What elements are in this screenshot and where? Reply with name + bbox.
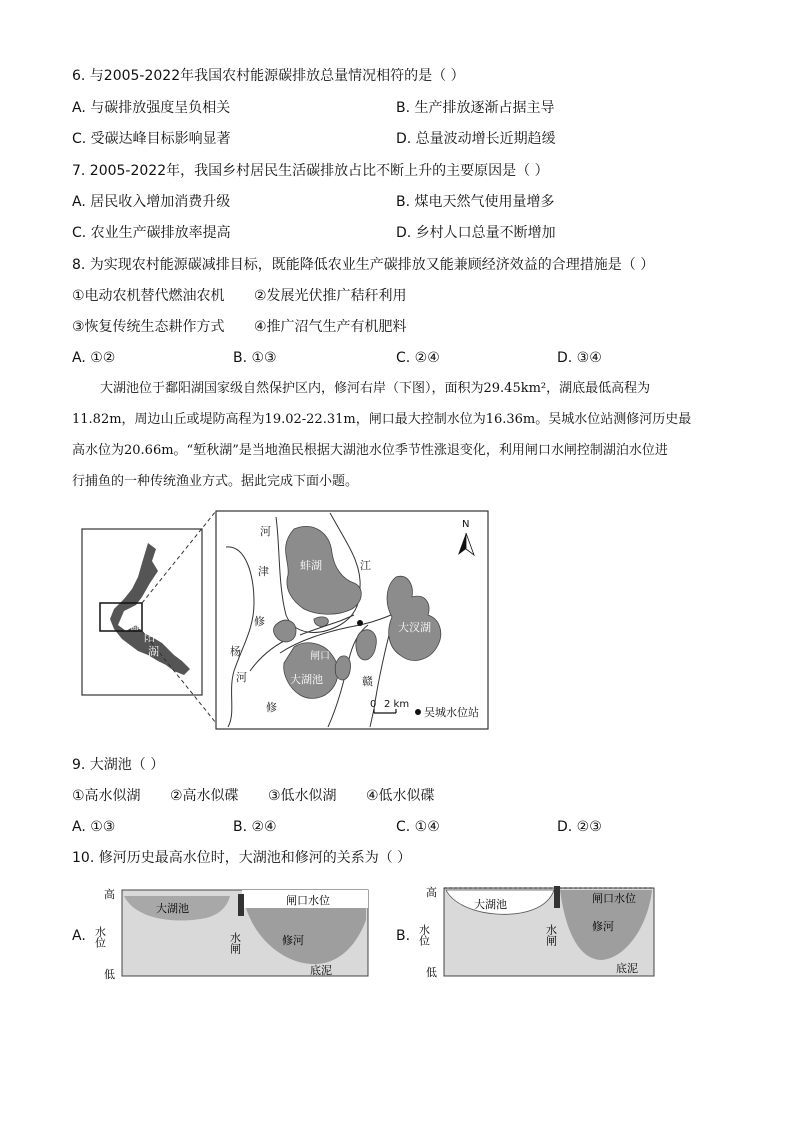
q9-item-2: ②高水似碟 <box>170 788 239 804</box>
q7-option-d: D. 乡村人口总量不断增加 <box>396 225 556 241</box>
q6-stem: 6. 与2005-2022年我国农村能源碳排放总量情况相符的是（ ） <box>72 68 465 84</box>
label-he-2: 河 <box>236 671 247 684</box>
label-xiu-2: 修 <box>266 701 277 714</box>
diagram-b-sluice: 水闸 <box>544 924 558 946</box>
q8-item-1: ①电动农机替代燃油农机 <box>72 288 225 304</box>
q10-option-b-label: B. <box>396 928 411 944</box>
q8-item-2: ②发展光伏推广秸秆利用 <box>254 288 407 304</box>
q9-stem: 9. 大湖池（ ） <box>72 757 165 773</box>
label-jin: 津 <box>258 565 269 578</box>
q9-item-4: ④低水似碟 <box>366 788 435 804</box>
scale-zero-label: 0 <box>370 699 377 710</box>
station-marker <box>357 620 363 626</box>
diagram-a-zhakou: 闸口水位 <box>286 894 330 907</box>
q8-option-d: D. ③④ <box>557 350 602 366</box>
inset-label-hu: 湖 <box>148 645 159 658</box>
passage-line-1: 大湖池位于鄱阳湖国家级自然保护区内，修河右岸（下图），面积为29.45km²，湖底最低高程为 <box>100 381 651 396</box>
diagram-b-high: 高 <box>426 886 437 899</box>
label-jiang: 江 <box>360 559 371 572</box>
legend-station-dot <box>415 709 421 715</box>
q10-diagram-b <box>417 880 660 980</box>
diagram-a-mud: 底泥 <box>310 964 332 977</box>
diagram-b-zhakou: 闸口水位 <box>592 892 636 905</box>
passage-line-3: 高水位为20.66m。“堑秋湖”是当地渔民根据大湖池水位季节性涨退变化，利用闸口水闸控制湖泊水位进 <box>72 443 668 458</box>
q8-item-3: ③恢复传统生态耕作方式 <box>72 319 225 335</box>
q9-item-3: ③低水似湖 <box>268 788 337 804</box>
diagram-a-sluice: 水闸 <box>228 932 242 954</box>
q7-option-b: B. 煤电天然气使用量增多 <box>396 194 555 210</box>
diagram-b-sluice-gate <box>554 886 560 908</box>
q9-item-1: ①高水似湖 <box>72 788 141 804</box>
lake-map-figure <box>78 505 498 735</box>
passage-line-2: 11.82m，周边山丘或堤防高程为19.02-22.31m，闸口最大控制水位为16.36m。吴城水位站测修河历史最 <box>72 412 692 427</box>
diagram-b-mud: 底泥 <box>616 962 638 975</box>
q9-option-a: A. ①③ <box>72 819 116 835</box>
label-bang-lake: 蚌湖 <box>300 559 322 572</box>
label-he: 河 <box>260 525 271 538</box>
q7-option-c: C. 农业生产碳排放率提高 <box>72 225 231 241</box>
q8-option-b: B. ①③ <box>233 350 277 366</box>
label-gan: 赣 <box>362 675 373 688</box>
q9-option-c: C. ①④ <box>396 819 440 835</box>
inset-label-yang: 阳 <box>144 631 155 644</box>
q9-option-b: B. ②④ <box>233 819 277 835</box>
q8-option-c: C. ②④ <box>396 350 440 366</box>
diagram-a-axis: 水位 <box>93 926 107 948</box>
q6-option-d: D. 总量波动增长近期趋缓 <box>396 131 556 147</box>
passage-line-4: 行捕鱼的一种传统渔业方式。据此完成下面小题。 <box>72 474 359 489</box>
north-label: N <box>462 519 470 530</box>
diagram-b-low: 低 <box>426 966 437 979</box>
q7-stem: 7. 2005-2022年，我国乡村居民生活碳排放占比不断上升的主要原因是（ ） <box>72 163 549 179</box>
q10-stem: 10. 修河历史最高水位时，大湖池和修河的关系为（ ） <box>72 850 412 866</box>
small-lake-shape-3 <box>314 617 328 627</box>
diagram-a-dahuchi: 大湖池 <box>156 902 189 915</box>
label-zhakou: 闸口 <box>310 651 330 662</box>
q8-stem: 8. 为实现农村能源碳减排目标，既能降低农业生产碳排放又能兼顾经济效益的合理措施是（ ） <box>72 257 655 273</box>
scale-km-label: 2 km <box>384 699 410 710</box>
passage <box>72 373 722 497</box>
legend-station-label: 吴城水位站 <box>424 706 479 719</box>
q9-option-d: D. ②③ <box>557 819 602 835</box>
inset-label-po: 鄱 <box>130 619 141 632</box>
label-dahuchi: 大湖池 <box>290 673 323 686</box>
diagram-a-xiuhe: 修河 <box>282 934 304 947</box>
label-dachahu: 大汊湖 <box>398 621 431 634</box>
diagram-b-dahuchi: 大湖池 <box>474 898 507 911</box>
q10-option-a-label: A. <box>72 928 86 944</box>
diagram-a-sluice-gate <box>238 894 244 916</box>
diagram-a-low: 低 <box>104 968 115 981</box>
diagram-b-xiuhe: 修河 <box>592 920 614 933</box>
q6-option-a: A. 与碳排放强度呈负相关 <box>72 100 231 116</box>
diagram-b-axis: 水位 <box>417 924 431 946</box>
small-lake-shape-4 <box>335 656 350 680</box>
q10-diagram-a <box>93 880 376 981</box>
q8-item-4: ④推广沼气生产有机肥料 <box>254 319 407 335</box>
q6-option-b: B. 生产排放逐渐占据主导 <box>396 100 555 116</box>
q8-option-a: A. ①② <box>72 350 116 366</box>
q7-option-a: A. 居民收入增加消费升级 <box>72 194 231 210</box>
q6-option-c: C. 受碳达峰目标影响显著 <box>72 131 231 147</box>
diagram-a-high: 高 <box>104 888 115 901</box>
label-xiu-1: 修 <box>254 615 265 628</box>
label-yang: 杨 <box>230 645 241 658</box>
